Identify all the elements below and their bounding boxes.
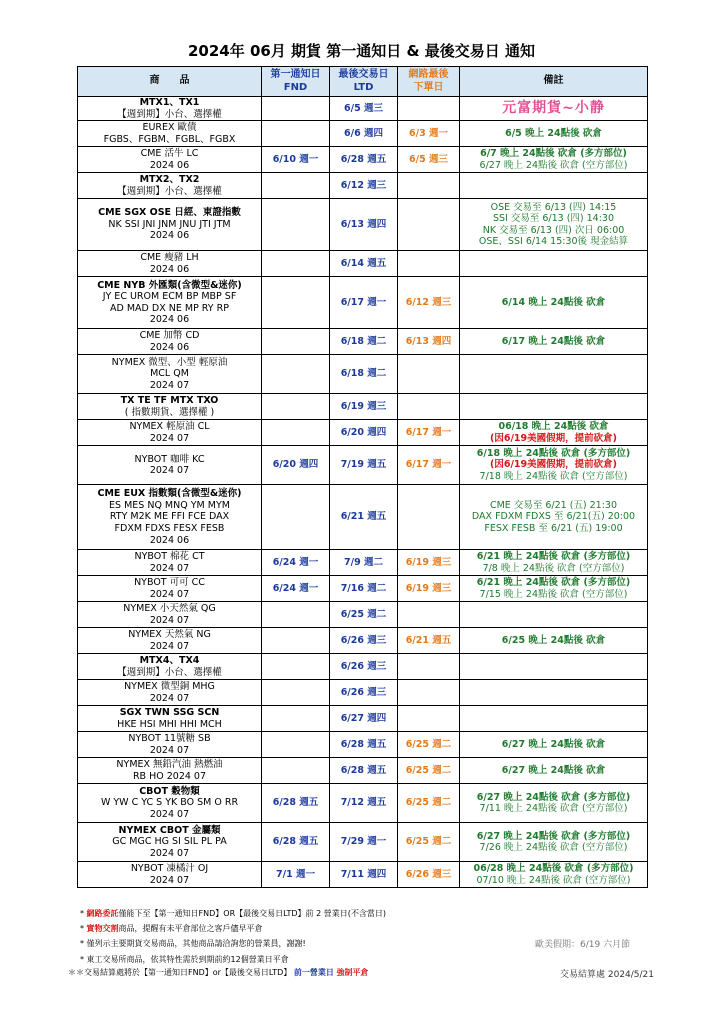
product-line: 2024 07 xyxy=(149,692,190,704)
footnote-text: 僅能下至【第一通知日FND】OR【最後交易日LTD】前 2 營業日(不含當日) xyxy=(118,909,386,918)
fnd-cell xyxy=(262,121,330,147)
product-line: 2024 06 xyxy=(149,341,190,353)
order-day-cell xyxy=(398,680,460,706)
fnd-cell xyxy=(262,329,330,355)
product-cell xyxy=(78,784,262,823)
order-day-cell: 6/5 週三 xyxy=(398,147,460,173)
fnd-cell xyxy=(262,654,330,680)
product-line: 2024 06 xyxy=(149,534,190,546)
product-line: JY EC UROM ECM BP MBP SF xyxy=(102,291,237,303)
note-line: 06/18 晚上 24點後 砍倉 xyxy=(498,421,609,433)
header-note: 備註 xyxy=(460,67,648,97)
note-line: 7/11 晚上 24點後 砍倉 (空方部位) xyxy=(479,803,628,815)
table-row xyxy=(78,485,648,550)
product-cell xyxy=(78,329,262,355)
note-cell xyxy=(460,628,648,654)
product-line: 2024 06 xyxy=(149,159,190,171)
product-line: 2024 07 xyxy=(149,874,190,886)
order-day-cell: 6/17 週一 xyxy=(398,420,460,446)
order-day-cell xyxy=(398,654,460,680)
order-day-cell xyxy=(398,97,460,121)
order-day-cell: 6/25 週二 xyxy=(398,823,460,862)
product-line: 2024 07 xyxy=(149,744,190,756)
order-day-cell xyxy=(398,602,460,628)
fnd-cell xyxy=(262,628,330,654)
ltd-cell: 6/28 週五 xyxy=(330,758,398,784)
ltd-cell: 6/14 週五 xyxy=(330,251,398,277)
order-day-cell: 6/25 週二 xyxy=(398,732,460,758)
product-line: 2024 07 xyxy=(149,465,190,477)
ltd-cell: 6/17 週一 xyxy=(330,277,398,329)
forced-liquidation-note xyxy=(68,967,368,978)
note-line: (因6/19美國假期，提前砍倉) xyxy=(490,432,617,444)
product-cell xyxy=(78,706,262,732)
forced-liquidation-day: 前一營業日 xyxy=(293,968,334,977)
product-line: NYMEX 微型銅 MHG xyxy=(124,681,215,693)
ltd-cell: 6/12 週三 xyxy=(330,173,398,199)
fnd-cell xyxy=(262,758,330,784)
note-cell xyxy=(460,251,648,277)
table-row xyxy=(78,732,648,758)
holiday-note: 歐美假期：6/19 六月節 xyxy=(535,940,631,950)
fnd-cell xyxy=(262,251,330,277)
product-cell xyxy=(78,446,262,485)
fnd-cell xyxy=(262,97,330,121)
product-line: 2024 07 xyxy=(149,640,190,652)
order-day-cell: 6/26 週三 xyxy=(398,862,460,888)
note-line: 6/27 晚上 24點後 砍倉 xyxy=(501,764,606,776)
table-row xyxy=(78,394,648,420)
product-cell xyxy=(78,147,262,173)
note-line: 7/8 晚上 24點後 砍倉 (空方部位) xyxy=(482,562,625,574)
product-line: MTX1、TX1 xyxy=(139,97,200,108)
table-row xyxy=(78,355,648,394)
product-line: 2024 06 xyxy=(149,230,190,242)
ltd-cell: 7/11 週四 xyxy=(330,862,398,888)
order-day-cell: 6/21 週五 xyxy=(398,628,460,654)
footer-signature: 交易結算處 2024/5/21 xyxy=(560,970,655,980)
note-line: 6/5 晚上 24點後 砍倉 xyxy=(505,127,602,139)
product-cell xyxy=(78,251,262,277)
product-cell xyxy=(78,199,262,251)
note-line: 7/18 晚上 24點後 砍倉 (空方部位) xyxy=(479,470,628,482)
page-title: 2024年 06月 期貨 第一通知日 & 最後交易日 通知 xyxy=(187,42,536,60)
note-line: 06/28 晚上 24點後 砍倉 (多方部位) xyxy=(473,863,634,875)
product-line: CME 活牛 LC xyxy=(140,148,199,160)
fnd-cell xyxy=(262,680,330,706)
order-day-cell: 6/19 週三 xyxy=(398,550,460,576)
product-line: NYBOT 11號糖 SB xyxy=(128,733,211,745)
product-line: CME SGX OSE 日經、東證指數 xyxy=(98,207,241,219)
table-row xyxy=(78,277,648,329)
product-line: NYBOT 凍橘汁 OJ xyxy=(130,863,209,875)
fnd-cell xyxy=(262,485,330,550)
product-cell xyxy=(78,121,262,147)
header-order-day: 網路最後 下單日 xyxy=(398,67,460,97)
ltd-cell: 6/27 週四 xyxy=(330,706,398,732)
product-line: NYBOT 可可 CC xyxy=(134,577,205,589)
product-line: GC MGC HG SI SIL PL PA xyxy=(112,836,227,848)
product-line: CME EUX 指數類(含微型&迷你) xyxy=(97,488,242,500)
product-line: HKE HSI MHI HHI MCH xyxy=(117,718,222,730)
ltd-cell: 7/12 週五 xyxy=(330,784,398,823)
product-line: 2024 07 xyxy=(149,614,190,626)
ltd-cell: 6/26 週三 xyxy=(330,628,398,654)
note-line: 7/26 晚上 24點後 砍倉 (空方部位) xyxy=(479,842,628,854)
table-row xyxy=(78,121,648,147)
footnote-bullet: * xyxy=(80,954,87,964)
product-cell xyxy=(78,732,262,758)
fnd-cell: 6/20 週四 xyxy=(262,446,330,485)
product-line: RTY M2K ME FFI FCE DAX xyxy=(109,511,230,523)
product-cell xyxy=(78,173,262,199)
product-cell xyxy=(78,628,262,654)
ltd-cell: 6/26 週三 xyxy=(330,680,398,706)
ltd-cell: 6/18 週二 xyxy=(330,355,398,394)
product-cell xyxy=(78,97,262,121)
note-cell xyxy=(460,97,648,121)
product-cell xyxy=(78,758,262,784)
table-row xyxy=(78,147,648,173)
product-line: 2024 06 xyxy=(149,314,190,326)
fnd-cell: 7/1 週一 xyxy=(262,862,330,888)
product-cell xyxy=(78,420,262,446)
note-line: SSI 交易至 6/13 (四) 14:30 xyxy=(492,213,615,225)
fnd-cell xyxy=(262,602,330,628)
note-cell xyxy=(460,823,648,862)
product-line: EUREX 歐債 xyxy=(142,122,197,134)
fnd-cell: 6/24 週一 xyxy=(262,576,330,602)
note-line: (因6/19美國假期，提前砍倉) xyxy=(490,459,617,471)
product-cell xyxy=(78,277,262,329)
product-line: 2024 07 xyxy=(149,562,190,574)
product-line: NK SSI JNI JNM JNU JTI JTM xyxy=(108,218,231,230)
product-line: CME 加幣 CD xyxy=(139,330,200,342)
order-day-cell: 6/12 週三 xyxy=(398,277,460,329)
ltd-cell: 7/16 週二 xyxy=(330,576,398,602)
ltd-cell: 7/9 週二 xyxy=(330,550,398,576)
product-line: 2024 07 xyxy=(149,847,190,859)
product-cell xyxy=(78,680,262,706)
order-day-cell xyxy=(398,199,460,251)
order-day-cell xyxy=(398,485,460,550)
product-line: ES MES NQ MNQ YM MYM xyxy=(109,499,230,511)
ltd-cell: 6/13 週四 xyxy=(330,199,398,251)
footnote-highlight: 網路委託 xyxy=(86,909,119,918)
product-line: TX TE TF MTX TXO xyxy=(120,395,219,407)
product-line: NYBOT 咖啡 KC xyxy=(134,453,205,465)
product-line: ( 指數期貨、選擇權 ) xyxy=(124,406,215,418)
note-cell xyxy=(460,550,648,576)
product-line: SGX TWN SSG SCN xyxy=(119,707,220,719)
table-row xyxy=(78,628,648,654)
product-line: MTX4、TX4 xyxy=(139,655,200,667)
note-line: OSE 交易至 6/13 (四) 14:15 xyxy=(490,201,617,213)
ltd-cell: 6/28 週五 xyxy=(330,732,398,758)
note-line: NK 交易至 6/13 (四) 次日 06:00 xyxy=(482,224,625,236)
order-day-cell xyxy=(398,394,460,420)
fnd-cell xyxy=(262,706,330,732)
note-cell xyxy=(460,654,648,680)
note-line: 07/10 晚上 24點後 砍倉 (空方部位) xyxy=(476,874,631,886)
ltd-cell: 6/26 週三 xyxy=(330,654,398,680)
product-line: 【週到期】小台、選擇權 xyxy=(117,185,222,197)
footnote-line xyxy=(80,936,386,951)
order-day-cell xyxy=(398,355,460,394)
order-day-cell: 6/13 週四 xyxy=(398,329,460,355)
product-cell xyxy=(78,485,262,550)
note-line: OSE、SSI 6/14 15:30後 現金結算 xyxy=(478,236,629,248)
table-row xyxy=(78,680,648,706)
footnote-highlight: 實物交割 xyxy=(86,924,119,934)
fnd-cell: 6/28 週五 xyxy=(262,823,330,862)
fnd-cell: 6/10 週一 xyxy=(262,147,330,173)
header-ltd: 最後交易日 LTD xyxy=(330,67,398,97)
product-line: 2024 07 xyxy=(149,808,190,820)
ltd-cell: 6/6 週四 xyxy=(330,121,398,147)
order-day-cell: 6/3 週一 xyxy=(398,121,460,147)
footnote-text: 商品，提醒有未平倉部位之客戶儘早平倉 xyxy=(118,924,263,934)
product-line: 2024 07 xyxy=(149,588,190,600)
product-cell xyxy=(78,355,262,394)
note-line: 7/15 晚上 24點後 砍倉 (空方部位) xyxy=(479,588,628,600)
product-line: MCL QM xyxy=(150,368,189,380)
table-row xyxy=(78,251,648,277)
fnd-cell: 6/28 週五 xyxy=(262,784,330,823)
note-line: CME 交易至 6/21 (五) 21:30 xyxy=(489,499,618,511)
product-cell xyxy=(78,576,262,602)
note-line: DAX FDXM FDXS 至 6/21(五) 20:00 xyxy=(471,511,636,523)
ltd-cell: 6/19 週三 xyxy=(330,394,398,420)
note-line: FESX FESB 至 6/21 (五) 19:00 xyxy=(484,522,623,534)
product-cell xyxy=(78,654,262,680)
product-line: NYMEX 小天然氣 QG xyxy=(123,603,216,615)
product-line: 2024 07 xyxy=(149,432,190,444)
product-line: CME 瘦豬 LH xyxy=(140,252,199,264)
note-cell xyxy=(460,680,648,706)
table-row xyxy=(78,446,648,485)
note-cell xyxy=(460,758,648,784)
note-line: 6/27 晚上 24點後 砍倉 (多方部位) xyxy=(476,830,631,842)
table-row xyxy=(78,420,648,446)
product-line: NYMEX 微型、小型 輕原油 xyxy=(111,356,228,368)
fnd-cell xyxy=(262,420,330,446)
footnote-text: 東工交易所商品，依其特性需於到期前約12個營業日平倉 xyxy=(86,954,289,964)
note-cell xyxy=(460,394,648,420)
fnd-cell: 6/24 週一 xyxy=(262,550,330,576)
order-day-cell: 6/25 週二 xyxy=(398,758,460,784)
product-line: CBOT 穀物類 xyxy=(139,785,200,797)
product-line: MTX2、TX2 xyxy=(139,174,200,186)
note-cell xyxy=(460,420,648,446)
note-cell xyxy=(460,147,648,173)
note-line: 6/18 晚上 24點後 砍倉 (多方部位) xyxy=(476,447,631,459)
footnote-bullet: * xyxy=(80,924,87,934)
note-cell xyxy=(460,173,648,199)
fnd-cell xyxy=(262,732,330,758)
footnote-bullet: * xyxy=(80,909,87,918)
table-row xyxy=(78,173,648,199)
table-row xyxy=(78,576,648,602)
note-cell xyxy=(460,485,648,550)
table-row xyxy=(78,329,648,355)
table-row xyxy=(78,97,648,121)
footnotes xyxy=(80,906,386,967)
note-line: 6/7 晚上 24點後 砍倉 (多方部位) xyxy=(480,148,627,160)
note-cell xyxy=(460,329,648,355)
note-cell xyxy=(460,862,648,888)
table-row xyxy=(78,784,648,823)
note-cell xyxy=(460,576,648,602)
forced-liquidation-text: ＊＊交易結算處將於【第一通知日FND】or【最後交易日LTD】 xyxy=(68,968,292,977)
ltd-cell: 6/21 週五 xyxy=(330,485,398,550)
product-line: FGBS、FGBM、FGBL、FGBX xyxy=(103,133,236,145)
product-cell xyxy=(78,823,262,862)
footnote-text: 僅列示主要期貨交易商品，其他商品請洽詢您的營業員，謝謝! xyxy=(86,939,306,949)
table-header-row xyxy=(78,67,648,97)
table-row xyxy=(78,758,648,784)
product-line: 2024 06 xyxy=(149,263,190,275)
fnd-cell xyxy=(262,173,330,199)
note-cell xyxy=(460,784,648,823)
table-row xyxy=(78,602,648,628)
order-day-cell: 6/25 週二 xyxy=(398,784,460,823)
note-line: 6/21 晚上 24點後 砍倉 (多方部位) xyxy=(476,551,631,563)
note-line: 6/27 晚上 24點後 砍倉 (多方部位) xyxy=(476,791,631,803)
note-cell xyxy=(460,602,648,628)
product-line: 2024 07 xyxy=(149,379,190,391)
note-cell xyxy=(460,706,648,732)
order-day-cell xyxy=(398,251,460,277)
forced-liquidation-red: 強制平倉 xyxy=(336,968,369,977)
footnote-line xyxy=(80,952,386,967)
table-row xyxy=(78,706,648,732)
fnd-cell xyxy=(262,355,330,394)
table-row xyxy=(78,654,648,680)
fnd-cell xyxy=(262,199,330,251)
note-line: 6/14 晚上 24點後 砍倉 xyxy=(501,296,606,308)
product-cell xyxy=(78,550,262,576)
order-day-cell: 6/19 週三 xyxy=(398,576,460,602)
ltd-cell: 6/28 週五 xyxy=(330,147,398,173)
footnote-bullet: * xyxy=(80,939,87,949)
note-cell xyxy=(460,199,648,251)
product-line: NYMEX CBOT 金屬類 xyxy=(118,824,221,836)
order-day-cell xyxy=(398,706,460,732)
product-line: FDXM FDXS FESX FESB xyxy=(114,522,225,534)
product-line: 【週到期】小台、選擇權 xyxy=(117,108,222,120)
table-row xyxy=(78,199,648,251)
note-line: 6/17 晚上 24點後 砍倉 xyxy=(501,335,606,347)
ltd-cell: 7/29 週一 xyxy=(330,823,398,862)
table-row xyxy=(78,823,648,862)
note-line: 6/25 晚上 24點後 砍倉 xyxy=(501,634,606,646)
ltd-cell: 6/5 週三 xyxy=(330,97,398,121)
product-line: AD MAD DX NE MP RY RP xyxy=(110,302,229,314)
broker-stamp: 元富期貨~小静 xyxy=(502,100,605,117)
footnote-line xyxy=(80,906,386,921)
note-cell xyxy=(460,277,648,329)
ltd-cell: 6/20 週四 xyxy=(330,420,398,446)
product-line: NYMEX 無鉛汽油 熱燃油 xyxy=(116,759,223,771)
note-line: 6/27 晚上 24點後 砍倉 (空方部位) xyxy=(479,159,628,171)
footnote-line xyxy=(80,921,386,936)
note-cell xyxy=(460,355,648,394)
header-fnd: 第一通知日 FND xyxy=(262,67,330,97)
ltd-cell: 6/18 週二 xyxy=(330,329,398,355)
note-line: 6/21 晚上 24點後 砍倉 (多方部位) xyxy=(476,577,631,589)
note-cell xyxy=(460,732,648,758)
product-line: RB HO 2024 07 xyxy=(132,770,207,782)
product-line: CME NYB 外匯類(含微型&迷你) xyxy=(97,279,242,291)
product-cell xyxy=(78,862,262,888)
header-product: 商 品 xyxy=(78,67,262,97)
ltd-cell: 7/19 週五 xyxy=(330,446,398,485)
product-line: 【週到期】小台、選擇權 xyxy=(117,666,222,678)
table-row xyxy=(78,550,648,576)
schedule-table xyxy=(77,66,648,888)
order-day-cell xyxy=(398,173,460,199)
product-line: W YW C YC S YK BO SM O RR xyxy=(100,797,239,809)
ltd-cell: 6/25 週二 xyxy=(330,602,398,628)
product-cell xyxy=(78,602,262,628)
note-line: 6/27 晚上 24點後 砍倉 xyxy=(501,738,606,750)
fnd-cell xyxy=(262,277,330,329)
product-cell xyxy=(78,394,262,420)
product-line: NYMEX 輕原油 CL xyxy=(129,421,210,433)
note-cell xyxy=(460,446,648,485)
product-line: NYMEX 天然氣 NG xyxy=(128,629,211,641)
note-cell xyxy=(460,121,648,147)
product-line: NYBOT 棉花 CT xyxy=(134,551,205,563)
order-day-cell: 6/17 週一 xyxy=(398,446,460,485)
table-row xyxy=(78,862,648,888)
fnd-cell xyxy=(262,394,330,420)
